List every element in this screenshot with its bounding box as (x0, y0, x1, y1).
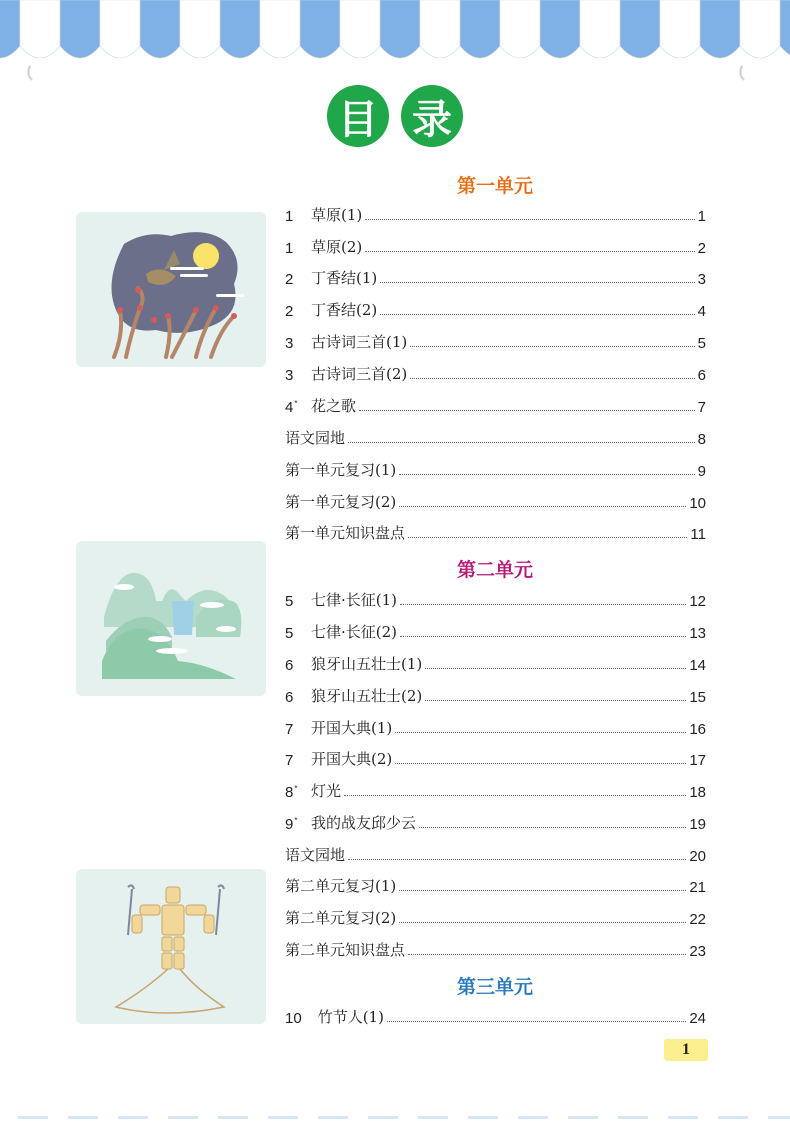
entry-number: 8* (285, 784, 298, 801)
dot-leader (348, 442, 695, 443)
entry-number: 7 (285, 721, 294, 738)
entry-number: 5 (285, 625, 294, 642)
entry-title: 竹节人(1) (317, 1008, 384, 1026)
entry-page: 7 (697, 399, 706, 416)
bamboo-puppet-illustration (76, 869, 266, 1024)
dot-leader (359, 410, 695, 411)
dot-leader (399, 506, 686, 507)
entry-page: 8 (697, 431, 706, 448)
toc-entry[interactable] (285, 426, 706, 448)
entry-number: 2 (285, 303, 294, 320)
title-char-2: 录 (401, 85, 463, 147)
dot-leader (395, 763, 686, 764)
entry-number: 5 (285, 593, 294, 610)
dot-leader (380, 282, 694, 283)
entry-page: 24 (689, 1010, 706, 1027)
toc-entry[interactable] (285, 394, 706, 416)
entry-page: 17 (689, 752, 706, 769)
entry-number: 10 (285, 1010, 302, 1027)
dot-leader (400, 604, 686, 605)
entry-title: 古诗词三首(1) (311, 333, 408, 351)
entry-page: 10 (689, 495, 706, 512)
entry-number: 2 (285, 271, 294, 288)
entry-title: 狼牙山五壮士(1) (311, 655, 423, 673)
dot-leader (408, 537, 687, 538)
toc-entry[interactable] (285, 235, 706, 257)
entry-page: 2 (697, 240, 706, 257)
toc-entry[interactable] (285, 906, 706, 928)
optional-lesson-mark: * (294, 784, 298, 793)
entry-page: 21 (689, 879, 706, 896)
dot-leader (380, 314, 694, 315)
entry-title: 丁香结(1) (311, 269, 378, 287)
entry-page: 3 (697, 271, 706, 288)
toc-entry[interactable] (285, 458, 706, 480)
unit-2-heading: 第二单元 (456, 559, 533, 581)
optional-lesson-mark: * (294, 399, 298, 408)
bottom-edge-stripe (0, 1116, 790, 1120)
bird-moon-tree-illustration (76, 212, 266, 367)
entry-title: 语文园地 (285, 846, 346, 864)
entry-title: 第一单元知识盘点 (285, 524, 406, 542)
entry-page: 13 (689, 625, 706, 642)
entry-page: 20 (689, 848, 706, 865)
toc-entry[interactable] (285, 716, 706, 738)
dot-leader (419, 827, 686, 828)
entry-number: 9* (285, 816, 298, 833)
entry-title: 狼牙山五壮士(2) (311, 687, 423, 705)
entry-page: 15 (689, 689, 706, 706)
toc-entry[interactable] (285, 490, 706, 512)
mountains-waterfall-illustration (76, 541, 266, 696)
toc-entry[interactable] (285, 588, 706, 610)
dot-leader (395, 732, 686, 733)
toc-entry[interactable] (285, 330, 706, 352)
entry-number: 6 (285, 689, 294, 706)
entry-page: 16 (689, 721, 706, 738)
entry-page: 23 (689, 943, 706, 960)
entry-page: 6 (697, 367, 706, 384)
entry-title: 第一单元复习(2) (285, 493, 397, 511)
dot-leader (399, 890, 686, 891)
entry-number: 6 (285, 657, 294, 674)
entry-page: 18 (689, 784, 706, 801)
entry-number: 7 (285, 752, 294, 769)
dot-leader (410, 346, 694, 347)
dot-leader (410, 378, 694, 379)
toc-entry[interactable] (285, 1005, 706, 1027)
toc-entry[interactable] (285, 938, 706, 960)
toc-entry[interactable] (285, 747, 706, 769)
title-char-1: 目 (327, 85, 389, 147)
entry-title: 语文园地 (285, 429, 346, 447)
dot-leader (408, 954, 686, 955)
dot-leader (365, 251, 694, 252)
toc-entry[interactable] (285, 266, 706, 288)
dot-leader (344, 795, 686, 796)
toc-entry[interactable] (285, 779, 706, 801)
toc-entry[interactable] (285, 620, 706, 642)
entry-title: 草原(2) (311, 238, 363, 256)
toc-entry[interactable] (285, 811, 706, 833)
entry-page: 1 (697, 208, 706, 225)
dot-leader (399, 922, 686, 923)
entry-page: 19 (689, 816, 706, 833)
dot-leader (387, 1021, 686, 1022)
entry-title: 花之歌 (311, 397, 357, 415)
entry-title: 古诗词三首(2) (311, 365, 408, 383)
entry-title: 草原(1) (311, 206, 363, 224)
toc-entry[interactable] (285, 521, 706, 543)
awning-header (0, 0, 790, 90)
entry-page: 12 (689, 593, 706, 610)
toc-entry[interactable] (285, 684, 706, 706)
entry-page: 22 (689, 911, 706, 928)
dot-leader (348, 859, 686, 860)
entry-number: 1 (285, 208, 294, 225)
entry-number: 4* (285, 399, 298, 416)
page-number-badge: 1 (664, 1039, 708, 1061)
optional-lesson-mark: * (294, 816, 298, 825)
dot-leader (399, 474, 694, 475)
entry-page: 14 (689, 657, 706, 674)
entry-page: 5 (697, 335, 706, 352)
toc-entry[interactable] (285, 298, 706, 320)
toc-entry[interactable] (285, 652, 706, 674)
entry-title: 第二单元知识盘点 (285, 941, 406, 959)
entry-title: 开国大典(2) (311, 750, 393, 768)
entry-title: 第一单元复习(1) (285, 461, 397, 479)
entry-title: 开国大典(1) (311, 719, 393, 737)
entry-title: 我的战友邱少云 (311, 814, 417, 832)
unit-1-heading: 第一单元 (456, 175, 533, 197)
entry-title: 第二单元复习(1) (285, 877, 397, 895)
page-title (0, 85, 790, 147)
dot-leader (400, 636, 686, 637)
entry-number: 3 (285, 335, 294, 352)
entry-page: 4 (697, 303, 706, 320)
entry-title: 七律·长征(1) (311, 591, 398, 609)
dot-leader (425, 668, 686, 669)
entry-title: 七律·长征(2) (311, 623, 398, 641)
toc-entry[interactable] (285, 843, 706, 865)
toc-entry[interactable] (285, 203, 706, 225)
unit-3-heading: 第三单元 (456, 976, 533, 998)
entry-number: 1 (285, 240, 294, 257)
toc-entry[interactable] (285, 874, 706, 896)
entry-page: 11 (690, 526, 706, 543)
dot-leader (365, 219, 694, 220)
entry-title: 第二单元复习(2) (285, 909, 397, 927)
entry-page: 9 (697, 463, 706, 480)
entry-title: 灯光 (311, 782, 342, 800)
dot-leader (425, 700, 686, 701)
entry-title: 丁香结(2) (311, 301, 378, 319)
entry-number: 3 (285, 367, 294, 384)
toc-entry[interactable] (285, 362, 706, 384)
